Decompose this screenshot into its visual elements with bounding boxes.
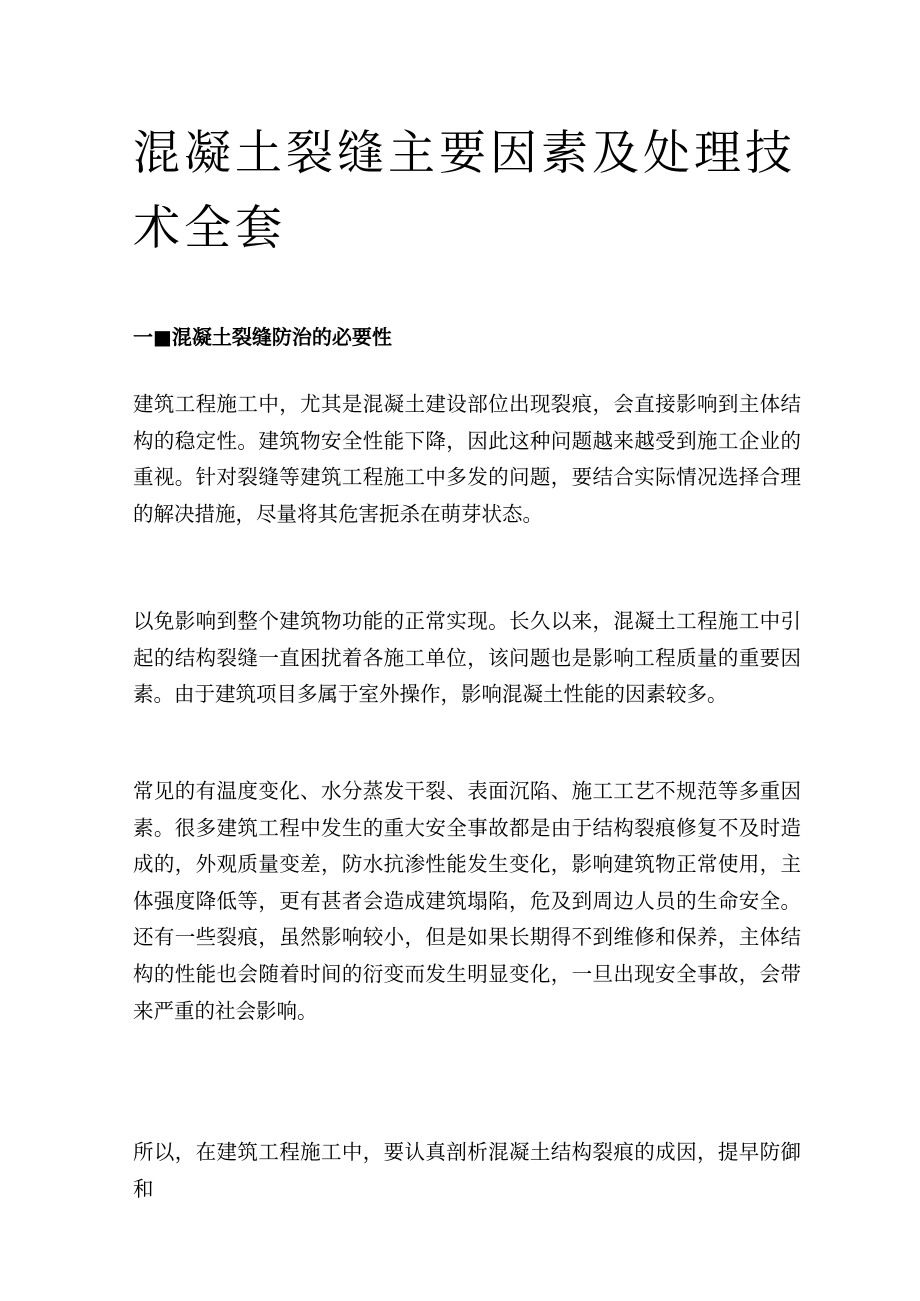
document-title: 混凝土裂缝主要因素及处理技术全套 — [133, 126, 796, 256]
paragraph: 建筑工程施工中，尤其是混凝土建设部位出现裂痕，会直接影响到主体结构的稳定性。建筑物安全性能下降，因此这种问题越来越受到施工企业的重视。针对裂缝等建筑工程施工中多发的问题，要结合实际情况选择合理的解决措施，尽量将其危害扼杀在萌芽状态。 — [133, 392, 801, 526]
section-heading: 一■混凝土裂缝防治的必要性 — [133, 325, 392, 349]
paragraph: 以免影响到整个建筑物功能的正常实现。长久以来，混凝土工程施工中引起的结构裂缝一直困扰着各施工单位，该问题也是影响工程质量的重要因素。由于建筑项目多属于室外操作，影响混凝土性能的因素较多。 — [133, 609, 801, 707]
paragraph: 常见的有温度变化、水分蒸发干裂、表面沉陷、施工工艺不规范等多重因素。很多建筑工程中发生的重大安全事故都是由于结构裂痕修复不及时造成的，外观质量变差，防水抗渗性能发生变化，影响建筑物正常使用，主体强度降低等，更有甚者会造成建筑塌陷，危及到周边人员的生命安全。还有一些裂痕，虽然影响较小，但是如果长期得不到维修和保养，主体结构的性能也会随着时间的衍变而发生明显变化，一旦出现安全事故，会带来严重的社会影响。 — [133, 779, 801, 1023]
paragraph: 所以，在建筑工程施工中，要认真剖析混凝土结构裂痕的成因，提早防御和 — [133, 1140, 801, 1201]
